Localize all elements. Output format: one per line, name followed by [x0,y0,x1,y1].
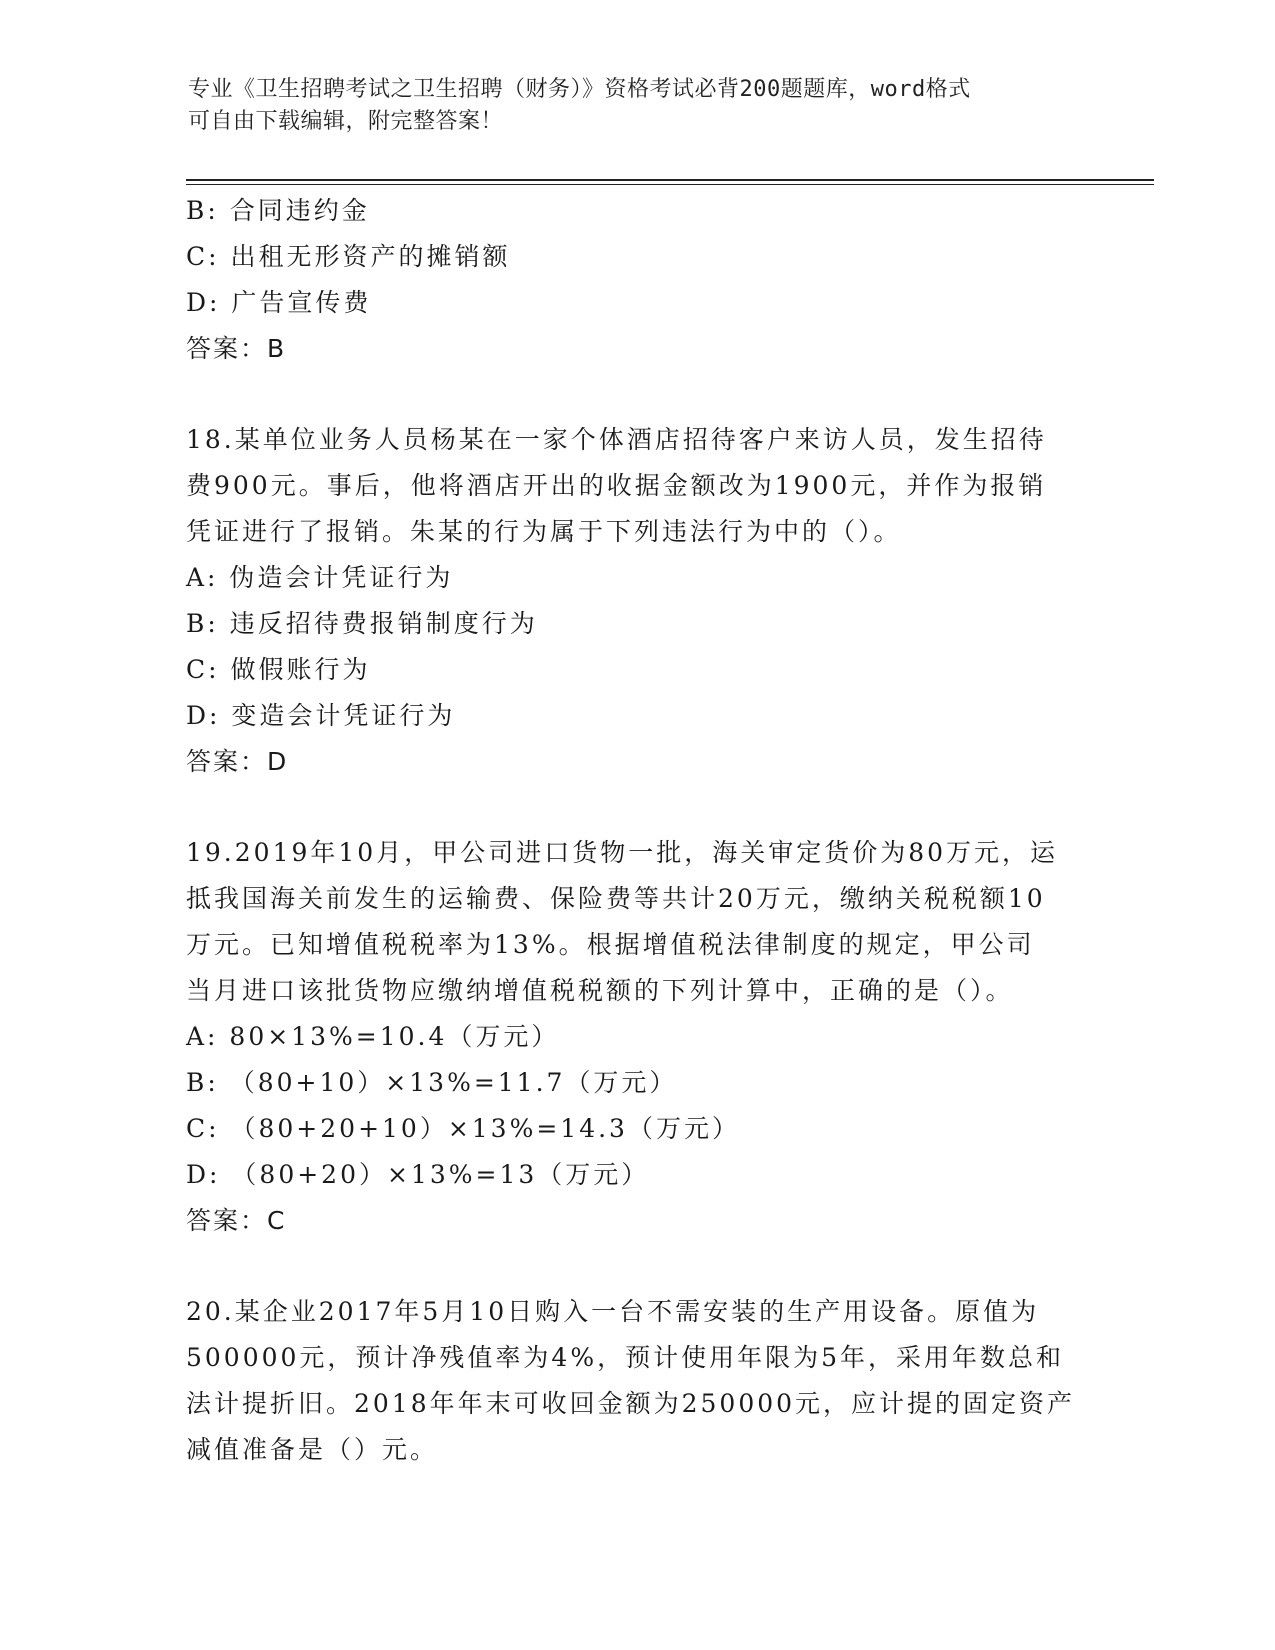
question-stem-line: 500000元，预计净残值率为4%，预计使用年限为5年，采用年数总和 [186,1343,1065,1372]
page-header [188,74,1068,138]
question-18 [186,417,1086,785]
question-content [186,188,1086,1473]
option-c: C: （80+20+10）×13%=14.3（万元） [186,1114,740,1143]
answer-line: 答案：D [186,747,289,776]
question-stem-line: 抵我国海关前发生的运输费、保险费等共计20万元，缴纳关税税额10 [186,884,1046,913]
question-stem-line: 法计提折旧。2018年年末可收回金额为250000元，应计提的固定资产 [186,1389,1076,1418]
spacer [186,1244,1086,1289]
option-c: C: 出租无形资产的摊销额 [186,242,511,271]
answer-line: 答案：B [186,334,287,363]
option-d: D: （80+20）×13%=13（万元） [186,1160,650,1189]
spacer [186,372,1086,417]
header-divider-thin [186,184,1154,185]
answer-line: 答案：C [186,1206,287,1235]
option-a: A: 伪造会计凭证行为 [186,563,454,592]
option-b: B: 违反招待费报销制度行为 [186,609,538,638]
question-stem-line: 减值准备是（）元。 [186,1435,439,1464]
question-stem-line: 费900元。事后，他将酒店开出的收据金额改为1900元，并作为报销 [186,471,1047,500]
question-stem-line: 20.某企业2017年5月10日购入一台不需安装的生产用设备。原值为 [186,1297,1040,1326]
option-b: B: （80+10）×13%=11.7（万元） [186,1068,678,1097]
question-stem-line: 万元。已知增值税税率为13%。根据增值税法律制度的规定，甲公司 [186,930,1035,959]
option-b: B: 合同违约金 [186,196,370,225]
question-stem-line: 当月进口该批货物应缴纳增值税税额的下列计算中，正确的是（）。 [186,976,1014,1005]
question-stem-line: 18.某单位业务人员杨某在一家个体酒店招待客户来访人员，发生招待 [186,425,1047,454]
question-stem-line: 凭证进行了报销。朱某的行为属于下列违法行为中的（）。 [186,517,902,546]
option-d: D: 广告宣传费 [186,288,372,317]
option-c: C: 做假账行为 [186,655,371,684]
option-a: A: 80×13%=10.4（万元） [186,1022,560,1051]
question-19 [186,830,1086,1244]
option-d: D: 变造会计凭证行为 [186,701,456,730]
header-title-line-2: 可自由下载编辑，附完整答案！ [188,109,504,134]
question-20 [186,1289,1086,1473]
header-divider-thick [186,179,1154,181]
question-stem-line: 19.2019年10月，甲公司进口货物一批，海关审定货价为80万元，运 [186,838,1059,867]
header-title-line-1: 专业《卫生招聘考试之卫生招聘（财务）》资格考试必背200题题库，word格式 [188,77,971,102]
question-17 [186,188,1086,372]
spacer [186,785,1086,830]
